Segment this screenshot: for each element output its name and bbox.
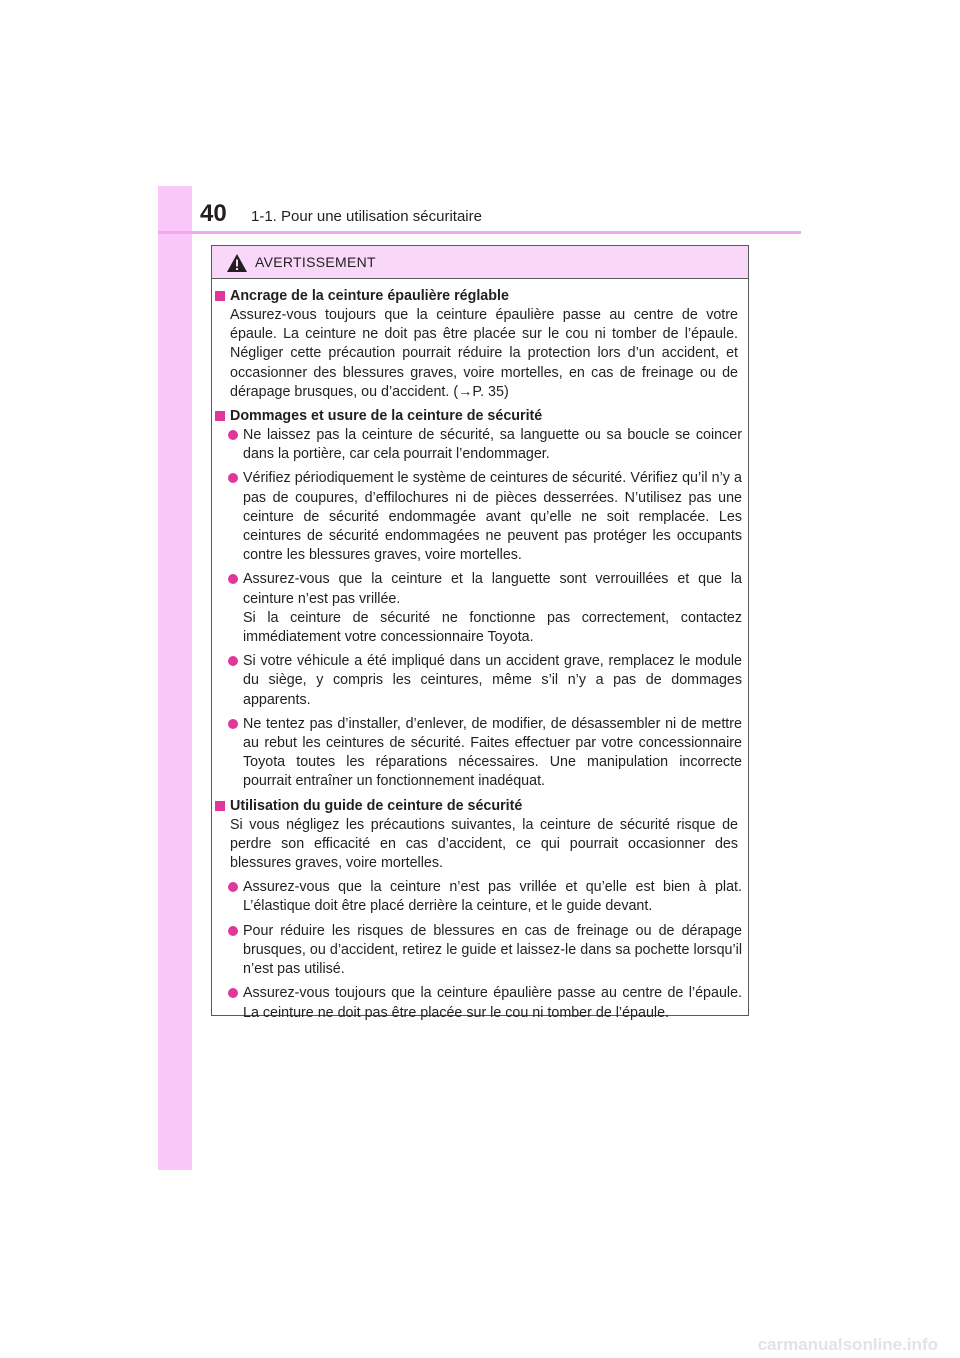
section-adjustable-anchor [212,287,748,402]
circle-bullet-icon [228,988,238,998]
circle-bullet-icon [228,926,238,936]
section-heading: Ancrage de la ceinture épaulière réglable [212,287,748,306]
square-bullet-icon [215,411,225,421]
warning-header [212,246,748,279]
circle-bullet-icon [228,656,238,666]
section-damage-wear [212,407,748,792]
circle-bullet-icon [228,719,238,729]
section-heading: Dommages et usure de la ceinture de sécurité [212,407,748,426]
circle-bullet-icon [228,473,238,483]
watermark-logo [700,1334,940,1356]
warning-box [211,245,749,1021]
list-item: Assurez-vous que la ceinture et la languette sont verrouillées et que la ceinture n’est pas vrillée. Si la ceinture de sécurité ne fonctionne pas correctement, contactez immédiatement votre concessionnaire Toyota. [212,570,748,647]
section-paragraph: Si vous négligez les précautions suivantes, la ceinture de sécurité risque de perdre son efficacité en cas d’accident, ce qui pourrait occasionner des blessures graves, voire mortelles. [230,816,738,872]
list-item: Vérifiez périodiquement le système de ceintures de sécurité. Vérifiez qu’il n’y a pas de coupures, d’effilochures ni de pièces desserrées. N’utilisez pas une ceinture de sécurité endommagée avant qu’elle ne soit remplacée. Les ceintures de sécurité endommagées ne peuvent pas protéger les occupants contre les blessures graves, voire mortelles. [212,469,748,565]
circle-bullet-icon [228,882,238,892]
warning-body [212,287,748,1028]
section-belt-guide [212,797,748,1023]
square-bullet-icon [215,801,225,811]
section-paragraph: Assurez-vous toujours que la ceinture épaulière passe au centre de votre épaule. La ceinture ne doit pas être placée sur le cou ni tomber de l’épaule. Négliger cette précaution pourrait réduire la protection lors d’un accident, et occasionner des blessures graves, voire mortelles, en cas de freinage ou de dérapage brusques, ou d’accident. (→P. 35) [230,307,738,400]
section-title: 1-1. Pour une utilisation sécuritaire [251,208,482,225]
list-item: Assurez-vous que la ceinture n’est pas vrillée et qu’elle est bien à plat. L’élastique doit être placé derrière la ceinture, et le guide devant. [212,878,748,916]
list-item: Si votre véhicule a été impliqué dans un accident grave, remplacez le module du siège, y compris les ceintures, même s’il n’y a pas de dommages apparents. [212,652,748,710]
warning-triangle-icon [226,253,248,273]
header-rule [158,231,801,234]
circle-bullet-icon [228,574,238,584]
square-bullet-icon [215,291,225,301]
chapter-tab-strip [158,186,192,1170]
list-item: Assurez-vous toujours que la ceinture épaulière passe au centre de l’épaule. La ceinture ne doit pas être placée sur le cou ni tomber de l’épaule. [212,984,748,1022]
circle-bullet-icon [228,430,238,440]
watermark-text: carmanualsonline.info [757,1335,938,1354]
page-number: 40 [200,200,227,227]
list-item: Ne laissez pas la ceinture de sécurité, sa languette ou sa boucle se coincer dans la portière, car cela pourrait l’endommager. [212,426,748,464]
section-heading: Utilisation du guide de ceinture de sécurité [212,797,748,816]
warning-title: AVERTISSEMENT [255,254,376,270]
list-item: Ne tentez pas d’installer, d’enlever, de modifier, de désassembler ni de mettre au rebut les ceintures de sécurité. Faites effectuer par votre concessionnaire Toyota toutes les réparations nécessaires. Une manipulation incorrecte pourrait entraîner un fonctionnement inadéquat. [212,715,748,792]
list-item: Pour réduire les risques de blessures en cas de freinage ou de dérapage brusques, ou d’accident, retirez le guide et laissez-le dans sa pochette lorsqu’il n’est pas utilisé. [212,922,748,980]
